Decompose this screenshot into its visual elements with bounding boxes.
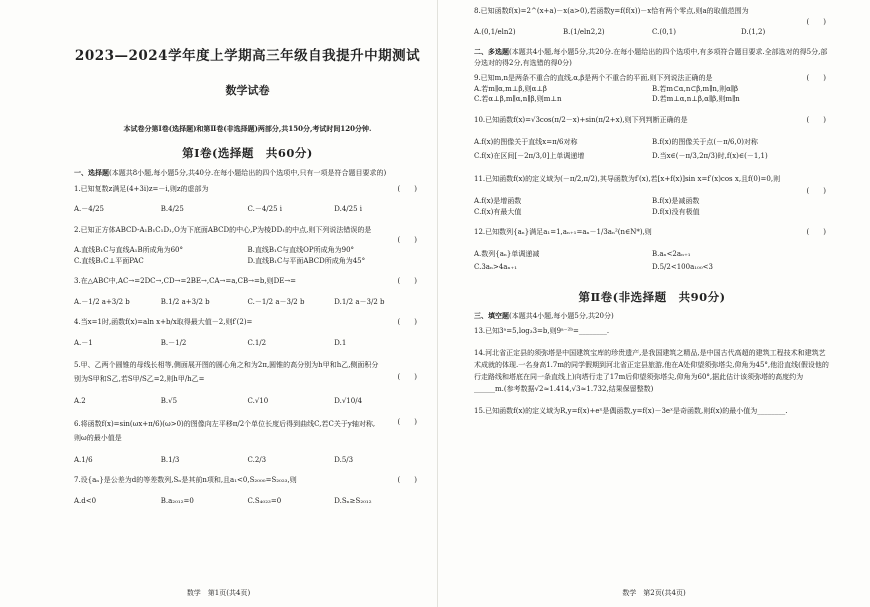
option-d: D.5/3 [334,455,354,464]
spacer [474,337,830,347]
spacer [74,465,421,475]
spacer [74,266,421,276]
option-b: B.直线B₁C与直线OP所成角为90° [247,246,355,254]
question-stem: 12.已知数列{aₙ}满足a₁=1,aₙ₊₁=aₙ－1/3aₙ²(n∈N*),则 [474,228,652,236]
option-b: B.1/2 a+3/2 b [160,297,210,306]
option-a: A.－4/25 [74,205,104,213]
answer-parenthesis: ( ) [397,277,417,285]
option-a: A.若m∥α,m⊥β,则α⊥β [474,84,547,93]
option-b: B.aₙ<2aₙ₊₁ [652,249,691,258]
question-stem: 11.已知函数f(x)的定义域为(－π/2,π/2),其导函数为f′(x),若[x+f(x)]sin x=f′(x)cos x,且f(0)=0,则 [474,175,781,183]
question-3 [74,276,421,307]
option-a: A.数列{aₙ}单调递减 [474,249,540,258]
section-1-label: 一、选择题 [74,168,109,177]
answer-parenthesis: ( ) [806,228,826,236]
option-a: A.d<0 [74,496,97,505]
spacer [474,238,830,248]
answer-parenthesis: ( ) [397,184,417,193]
question-15: 15.已知函数f(x)的定义域为R,y=f(x)+eˣ是偶函数,y=f(x)－3eˣ是奇函数,则f(x)的最小值为________. [474,406,788,415]
question-13: 13.已知3ᵃ=5,log₃3=b,则9ᵃ⁻²ᵇ=________. [474,327,610,335]
question-stem: 7.设{aₙ}是公差为d的等差数列,Sₙ是其前n项和,且a₁<0,S₂₀₀₀=S₂₀₂₃,则 [74,476,297,484]
option-c: C.√10 [247,397,269,405]
options [74,338,421,349]
answer-parenthesis: ( ) [397,476,417,484]
spacer [74,407,421,417]
option-c: C.(0,1) [652,27,676,36]
option-c: C.3aₙ>4aₙ₊₁ [474,262,518,271]
question-stem: 2.已知正方体ABCD-A₁B₁C₁D₁,O为下底面ABCD的中心,P为棱DD₁的中点,则下列说法错误的是 [74,225,372,234]
option-d: D.Sₙ≥S₂₀₁₂ [334,496,372,505]
option-d: D.1 [334,338,347,347]
exam-info: 本试卷分第Ⅰ卷(选择题)和第Ⅱ卷(非选择题)两部分,共150分,考试时间120分钟. [123,124,372,133]
section-1-text: (本题共8小题,每小题5分,共40分.在每小题给出的四个选项中,只有一项是符合题目要求的) [109,169,387,177]
question-10 [474,115,830,164]
option-c: C.若α⊥β,m∥α,n∥β,则m⊥n [474,95,562,103]
option-d: D.√10/4 [334,397,363,405]
options [74,455,421,466]
option-d: D.(1,2) [741,27,766,36]
section-3-text: (本题共4小题,每小题5分,共20分) [509,311,614,320]
options [74,496,421,507]
spacer [74,445,421,455]
spacer [474,17,830,27]
section-3-label: 三、填空题 [474,310,509,320]
question-6 [74,417,421,466]
spacer [74,194,421,204]
section-2-text: (本题共4小题,每小题5分,共20分.在每小题给出的四个选项中,有多项符合题目要求.全部选对的得5分,部分选对的得2分,有选错的得0分) [474,48,828,67]
question-stem: 9.已知m,n是两条不重合的直线,α,β是两个不重合的平面,则下列说法正确的是 [474,74,713,82]
question-stem: 1.已知复数z满足(4+3i)z=－i,则z的虚部为 [74,184,209,193]
question-9 [474,73,830,105]
spacer [74,328,421,338]
spacer [74,348,421,358]
part-1-title: 第Ⅰ卷(选择题 共60分) [182,146,313,160]
spacer [74,486,421,496]
options [74,204,421,215]
option-b: B.若m⊂α,n⊂β,m∥n,则α∥β [652,84,739,93]
spacer [474,105,830,115]
question-11 [474,173,830,217]
option-a: A.直线B₁C与直线A₁B所成角为60° [74,246,183,254]
option-a: A.1/6 [74,455,93,464]
option-a: A.f(x)的图像关于直线x=π/6对称 [474,138,578,146]
section-1-header [74,168,421,179]
option-a: A.2 [74,397,86,405]
option-a: A.－1 [74,338,93,347]
option-b: B.a₂₀₁₂=0 [160,496,194,505]
spacer [474,186,830,196]
option-a: A.f(x)是增函数 [474,197,522,205]
option-d: D.5/2<100a₁₀₀<3 [652,262,713,271]
option-c: C.S₄₀₂₃=0 [247,496,282,505]
option-d: D.1/2 a－3/2 b [334,297,385,306]
page-1-content [74,44,421,506]
option-b: B.f(x)是减函数 [652,197,700,205]
answer-parenthesis: ( ) [397,236,417,244]
answer-parenthesis: ( ) [806,74,826,82]
option-d: D.当x∈(－π/3,2π/3)时,f(x)∈(－1,1) [652,152,768,160]
spacer [74,386,421,396]
question-1 [74,184,421,215]
spacer [474,163,830,173]
answer-parenthesis: ( ) [806,17,826,26]
spacer [74,235,421,245]
spacer [474,217,830,227]
page-2-footer: 数学 第2页(共4页) [622,589,686,597]
question-7 [74,475,421,506]
option-b: B.f(x)的图像关于点(－π/6,0)对称 [652,138,758,146]
options [474,248,830,274]
exam-subtitle: 数学试卷 [225,84,270,97]
exam-page-2 [438,0,870,607]
answer-parenthesis: ( ) [397,373,417,381]
option-c: C.－4/25 i [247,205,283,213]
options [74,245,421,266]
spacer [74,215,421,225]
spacer [74,287,421,297]
option-d: D.f(x)没有极值 [652,207,700,216]
spacer [474,395,830,405]
question-5 [74,358,421,407]
question-12 [474,227,830,274]
spacer [474,274,830,287]
question-stem: 4.当x=1时,函数f(x)=aln x+b/x取得最大值－2,则f′(2)= [74,318,253,326]
page-1-footer: 数学 第1页(共4页) [186,589,251,597]
option-c: C.直线B₁C⊥平面PAC [74,256,144,265]
answer-parenthesis: ( ) [806,115,826,124]
option-c: C.－1/2 a－3/2 b [247,297,305,306]
option-c: C.f(x)在区间[－2π/3,0]上单调递增 [474,152,585,160]
question-8 [474,6,830,37]
option-a: A.－1/2 a+3/2 b [74,297,130,306]
option-b: B.(1/eln2,2) [563,27,605,36]
answer-parenthesis: ( ) [397,318,417,326]
option-d: D.直线B₁C与平面ABCD所成角为45° [247,256,366,265]
part-2-title: 第Ⅱ卷(非选择题 共90分) [578,289,726,304]
question-4 [74,317,421,348]
options [474,84,830,105]
options [74,396,421,407]
option-c: C.f(x)有最大值 [474,207,522,216]
question-stem: 5.甲、乙两个圆锥的母线长相等,侧面展开图的圆心角之和为2π,圆锥的高分别为h甲和h乙,侧面积分别为S甲和S乙,若S甲/S乙=2,则h甲/h乙= [74,361,379,383]
answer-parenthesis: ( ) [806,187,826,195]
page-2-content [474,6,830,417]
option-b: B.－1/2 [160,338,187,347]
option-c: C.2/3 [247,455,267,464]
exam-title: 2023—2024学年度上学期高三年级自我提升中期测试 [74,48,421,64]
option-b: B.4/25 [160,205,184,213]
options [474,196,830,217]
options [474,135,830,163]
option-c: C.1/2 [247,338,267,347]
question-2 [74,225,421,267]
section-2-label: 二、多选题 [474,47,509,56]
question-14: 14.河北省正定县的须弥塔是中国建筑宝库的珍贵遗产,是我国建筑之精品,是中国古代高超的建筑工程技术和建筑艺术成就的体现.一名身高1.7m的同学假期到河北省正定县旅游,他在A处仰望须弥塔尖,仰角为45°,他沿直线(假设他的行走路线和塔底在同一条直线上)向塔行走了17m后仰望须弥塔尖,仰角为60°,据此估计该须弥塔的高度约为______m.(参考数据√2≈1.414,√3≈1.732,结果保留整数) [474,348,829,393]
spacer [474,37,830,47]
section-2-header [474,47,830,68]
options [474,27,830,38]
answer-parenthesis: ( ) [397,417,417,426]
question-stem: 6.将函数f(x)=sin(ωx+π/6)(ω>0)的图像向左平移π/2个单位长度后得到曲线C,若C关于y轴对称,则ω的最小值是 [74,419,376,442]
question-stem: 8.已知函数f(x)=2^(x+a)－x(a>0),若函数y=f(f(x))－x恰有两个零点,则a的取值范围为 [474,7,749,15]
spacer [474,125,830,135]
spacer [74,307,421,317]
option-b: B.1/3 [160,455,180,464]
question-stem: 3.在△ABC中,AC→=2DC→,CD→=2BE→,CA→=a,CB→=b,则DE→= [74,277,297,285]
options [74,297,421,308]
question-stem: 10.已知函数f(x)=√3cos(π/2－x)+sin(π/2+x),则下列判断正确的是 [474,115,688,124]
option-d: D.若m⊥α,n⊥β,α∥β,则m∥n [652,95,740,103]
option-b: B.√5 [160,397,178,405]
section-3-header [474,311,830,322]
option-a: A.(0,1/eln2) [474,27,516,36]
option-d: D.4/25 i [334,205,363,213]
